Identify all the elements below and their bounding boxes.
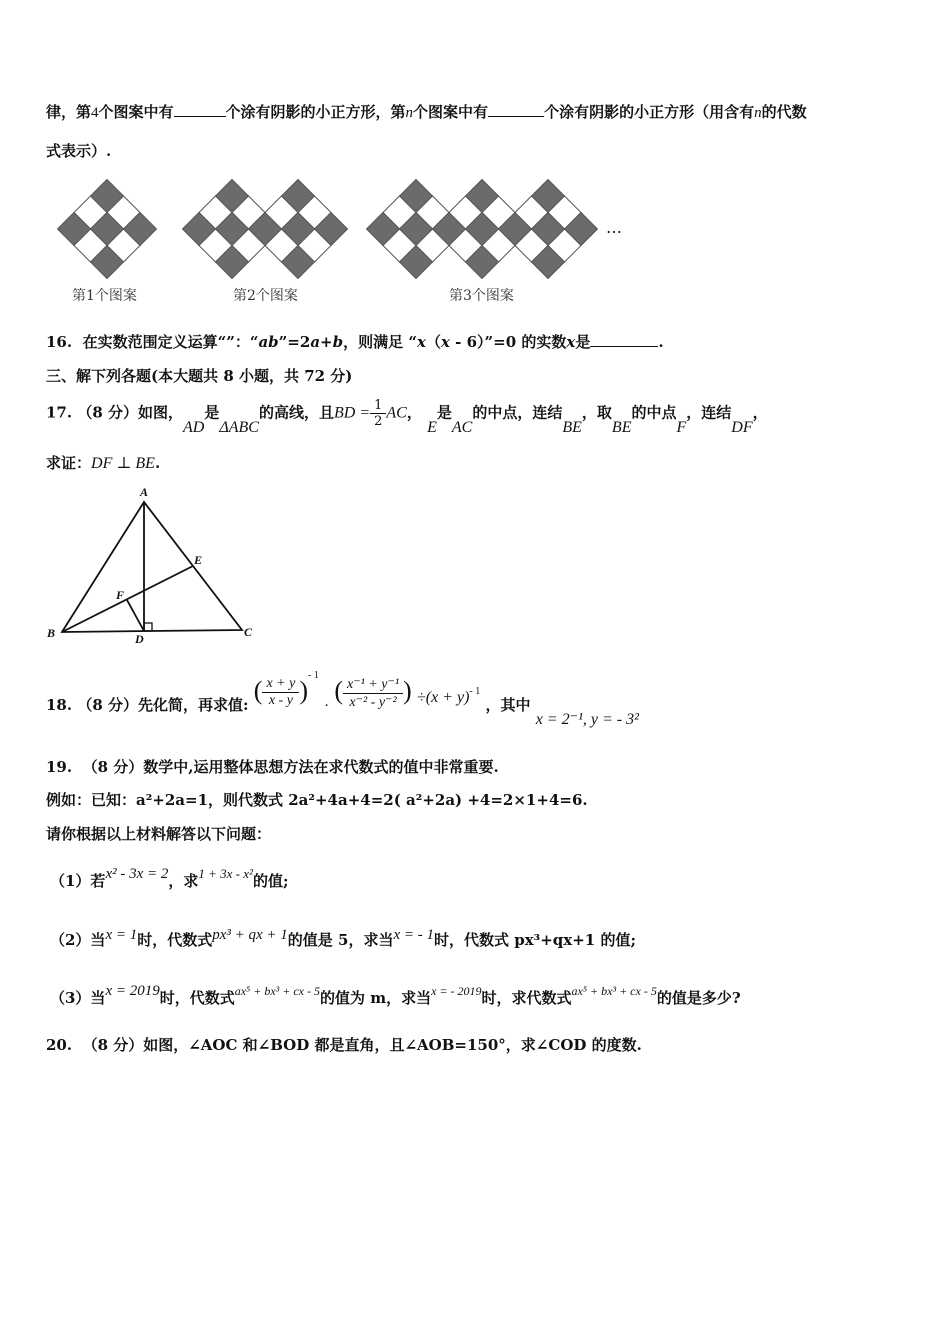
- text: （3）当: [50, 989, 106, 1007]
- segment-DF: [127, 600, 144, 631]
- q15-line1: [46, 101, 807, 122]
- math: x = - 2019: [431, 984, 482, 998]
- pattern-figure: [0, 170, 650, 285]
- triangle-ABC: [62, 502, 242, 632]
- text: 时，代数式 px³+qx+1 的值;: [434, 931, 636, 949]
- q15-line2: 式表示）.: [46, 142, 112, 160]
- numerator: 1: [370, 398, 386, 414]
- text: +: [320, 333, 333, 351]
- question-16: [46, 331, 664, 352]
- text: .: [154, 454, 161, 472]
- var: x: [440, 333, 450, 351]
- text: 的高线，且: [258, 403, 334, 422]
- math-BE: BE: [611, 418, 632, 436]
- paren-right: ): [403, 676, 412, 705]
- math: px³ + qx + 1: [212, 927, 288, 943]
- numerator: x⁻¹ + y⁻¹: [343, 676, 403, 694]
- math-DF: DF: [731, 418, 753, 436]
- text: 个涂有阴影的小正方形（用含有: [544, 103, 755, 121]
- text: 是: [575, 333, 591, 351]
- fraction-2: [343, 676, 403, 711]
- math: ax⁵ + bx³ + cx - 5: [571, 984, 657, 998]
- math: x² - 3x = 2: [105, 866, 169, 882]
- math-claim: DF ⊥ BE: [91, 455, 155, 472]
- triangle-figure: [40, 480, 270, 650]
- number-4: 4: [91, 105, 99, 121]
- math: x = 1: [105, 927, 138, 943]
- right-angle-mark: [144, 623, 152, 631]
- math-AC: AC: [386, 404, 407, 422]
- exponent: - 1: [308, 670, 319, 681]
- question-number: 16.: [46, 333, 73, 351]
- exponent: - 1: [469, 686, 481, 697]
- text: ，则满足 “: [343, 333, 417, 351]
- math-BD: BD =: [333, 404, 371, 422]
- question-number: 18.: [46, 696, 73, 714]
- math: x = 2019: [105, 983, 160, 999]
- fraction-1: [262, 676, 299, 709]
- text: ”=2: [278, 333, 311, 351]
- dot-operator: ·: [324, 698, 330, 714]
- q17-prove-line: [46, 452, 160, 473]
- text: （8 分）数学中,运用整体思想方法在求代数式的值中非常重要.: [82, 758, 499, 776]
- q19-part-2: [50, 923, 636, 949]
- question-18: [46, 670, 639, 730]
- math: x = - 1: [393, 927, 434, 943]
- label-E: E: [194, 553, 203, 567]
- q19-example: 例如：已知：a²+2a=1，则代数式 2a²+4a+4=2( a²+2a) +4=2×1+4=6.: [46, 791, 588, 809]
- question-number: 19.: [46, 758, 73, 776]
- question-20: [46, 1034, 642, 1055]
- math-AD: AD: [183, 418, 205, 436]
- text: （2）当: [50, 931, 106, 949]
- text: （1）若: [50, 872, 106, 890]
- question-19: [46, 756, 499, 777]
- var: b: [332, 333, 344, 351]
- text: 在实数范围定义运算“”：“: [82, 333, 259, 351]
- var-n: n: [754, 105, 762, 121]
- text: 律，第: [46, 103, 92, 121]
- text: （8 分）如图，: [77, 403, 184, 422]
- math-AC: AC: [451, 418, 473, 436]
- answer-blank-16[interactable]: [590, 332, 658, 347]
- var: ab: [258, 333, 279, 351]
- math: 1 + 3x - x²: [198, 866, 253, 881]
- caption-pattern-2: 第2个图案: [233, 288, 298, 304]
- answer-blank-2[interactable]: [488, 102, 544, 117]
- text: ，其中: [485, 696, 531, 714]
- text: ，: [406, 403, 422, 422]
- answer-blank-1[interactable]: [174, 102, 226, 117]
- pattern-diamonds: [58, 180, 598, 279]
- label-D: D: [135, 632, 144, 646]
- question-number: 17.: [46, 403, 73, 422]
- text: （8 分）先化简，再求值:: [77, 696, 249, 714]
- q19-part-3: [50, 979, 741, 1007]
- fraction-half: [370, 398, 386, 429]
- paren-left: (: [334, 676, 343, 705]
- math-E: E: [427, 418, 437, 436]
- text: 的值是 5，求当: [287, 931, 394, 949]
- var: x: [566, 333, 576, 351]
- math: ax⁵ + bx³ + cx - 5: [234, 984, 320, 998]
- text: 个图案中有: [413, 103, 489, 121]
- text: 的中点，连结: [472, 403, 563, 422]
- denominator: x⁻² - y⁻²: [349, 695, 397, 710]
- caption-pattern-3: 第3个图案: [449, 288, 514, 304]
- math-F: F: [676, 418, 687, 436]
- text: 的代数: [761, 103, 807, 121]
- var-n: n: [405, 105, 414, 121]
- text: 的值是多少?: [656, 989, 741, 1007]
- numerator: x + y: [262, 676, 299, 693]
- text: 是: [204, 403, 220, 422]
- paren-right: ): [299, 676, 308, 705]
- q19-part-1: [50, 862, 289, 890]
- text: 求证：: [46, 454, 92, 472]
- text: 的值为 m，求当: [320, 989, 432, 1007]
- var: a: [310, 333, 321, 351]
- label-C: C: [244, 625, 253, 639]
- text: 个涂有阴影的小正方形，第: [225, 103, 406, 121]
- math-BE: BE: [562, 418, 582, 436]
- text: .: [658, 333, 664, 351]
- text: - 6）”=0 的实数: [449, 333, 567, 351]
- paren-left: (: [253, 676, 263, 705]
- math-condition: x = 2⁻¹, y = - 3²: [535, 711, 639, 728]
- caption-pattern-1: 第1个图案: [72, 288, 137, 304]
- text: 时，代数式: [159, 989, 235, 1007]
- text: ，连结: [686, 403, 732, 422]
- question-17: [46, 398, 768, 436]
- label-B: B: [47, 626, 56, 640]
- denominator: 2: [374, 414, 383, 429]
- text: 时，代数式: [137, 931, 213, 949]
- text: ，取: [581, 403, 612, 422]
- text: ，: [752, 403, 768, 422]
- text: 的值;: [252, 872, 289, 890]
- math-division: ÷(x + y): [416, 689, 470, 706]
- q19-ask: 请你根据以上材料解答以下问题：: [46, 825, 272, 843]
- denominator: x - y: [268, 693, 293, 708]
- math-triangle-ABC: ΔABC: [219, 418, 259, 436]
- ellipsis: …: [606, 218, 622, 237]
- text: 是: [436, 403, 452, 422]
- segment-BE: [62, 566, 193, 632]
- text: （: [425, 333, 441, 351]
- label-F: F: [116, 588, 125, 602]
- question-number: 20.: [46, 1036, 73, 1054]
- section-heading: 三、解下列各题(本大题共 8 小题，共 72 分): [46, 367, 353, 385]
- text: 的中点: [631, 403, 677, 422]
- var: x: [416, 333, 426, 351]
- text: ，求: [168, 872, 199, 890]
- label-A: A: [140, 485, 149, 499]
- text: 时，求代数式: [481, 989, 572, 1007]
- text: 个图案中有: [98, 103, 174, 121]
- text: （8 分）如图，∠AOC 和∠BOD 都是直角，且∠AOB=150°，求∠COD 的度数.: [82, 1036, 642, 1054]
